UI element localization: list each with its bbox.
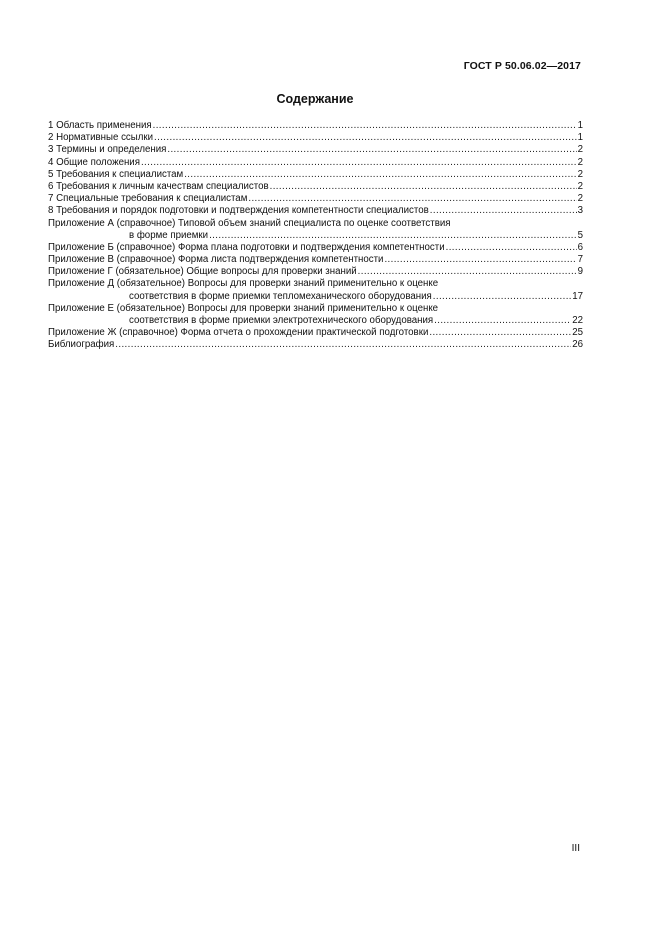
toc-line [48,181,583,193]
toc-line [48,120,583,132]
toc-entry-title: Приложение Ж (справочное) Форма отчета о прохождении практической подготовки [48,327,429,339]
toc-entry-title: соответствия в форме приемки тепломеханического оборудования [129,290,432,302]
toc-page-number: 22 [572,315,583,326]
toc-page-number: 1 [577,132,583,144]
toc-entry-title: Приложение Б (справочное) Форма плана подготовки и подтверждения компетентности [48,241,445,253]
toc-line [48,144,583,156]
toc-page-number: 26 [572,339,583,351]
toc-entry[interactable] [48,144,583,156]
toc-line [48,266,583,278]
toc-page-number: 6 [577,241,583,253]
toc-entry[interactable] [48,303,583,327]
toc-line [48,291,583,303]
toc-line [48,205,583,217]
toc-page-number: 3 [577,205,583,217]
toc-dot-leader [434,315,571,327]
toc-entry-title: 4 Общие положения [48,156,140,168]
toc-line [48,254,583,266]
toc-page-number: 2 [577,168,583,180]
toc-page-number: 2 [577,144,583,156]
toc-dot-leader [433,291,571,303]
toc-dot-leader [209,230,577,242]
toc-line [48,230,583,242]
toc-entry-title: 2 Нормативные ссылки [48,132,154,144]
page-number: III [571,843,580,854]
toc-entry-title: соответствия в форме приемки электротехнического оборудования [129,315,434,326]
toc-entry-title: 7 Специальные требования к специалистам [48,193,248,205]
toc-line [48,242,583,254]
toc-dot-leader [115,339,571,351]
toc-dot-leader [248,193,576,205]
toc-entry[interactable] [48,218,583,242]
toc-entry-title: 6 Требования к личным качествам специалистов [48,180,269,192]
toc-entry-title: 3 Термины и определения [48,144,167,156]
toc-line [48,315,583,327]
toc-page-number: 2 [577,180,583,192]
toc-entry-title: Приложение Г (обязательное) Общие вопросы для проверки знаний [48,266,357,278]
toc-entry[interactable] [48,120,583,132]
toc-page-number: 5 [577,229,583,241]
toc-entry[interactable] [48,169,583,181]
toc-dot-leader [141,157,577,169]
page-title: Содержание [276,92,354,106]
toc-entry-title: Приложение А (справочное) Типовой объем знаний специалиста по оценке соответствия [48,217,451,229]
toc-page-number: 2 [577,156,583,168]
toc-entry-title: 1 Область применения [48,120,152,131]
toc-entry[interactable] [48,242,583,254]
toc-line [48,218,583,230]
toc-entry[interactable] [48,327,583,339]
toc-entry[interactable] [48,339,583,351]
toc-line [48,157,583,169]
toc-dot-leader [430,205,577,217]
toc-page-number: 2 [577,193,583,205]
toc-line [48,339,583,351]
document-code: ГОСТ Р 50.06.02—2017 [463,60,581,72]
toc-page-number: 7 [577,254,583,266]
toc-entry-title: Приложение Д (обязательное) Вопросы для проверки знаний применительно к оценке [48,278,439,290]
toc-dot-leader [167,144,576,156]
toc-dot-leader [429,327,571,339]
toc-entry[interactable] [48,132,583,144]
toc-dot-leader [446,242,577,254]
toc-entry[interactable] [48,205,583,217]
table-of-contents [48,120,583,352]
toc-entry-title: Библиография [48,339,115,351]
toc-page-number: 9 [577,266,583,278]
toc-dot-leader [358,266,577,278]
toc-entry-title: 8 Требования и порядок подготовки и подтверждения компетентности специалистов [48,205,429,217]
toc-entry[interactable] [48,278,583,302]
toc-page-number: 17 [572,290,583,302]
toc-dot-leader [154,132,577,144]
toc-page-number: 1 [577,120,583,131]
toc-entry-title: Приложение В (справочное) Форма листа подтверждения компетентности [48,254,384,266]
toc-line [48,132,583,144]
toc-entry[interactable] [48,181,583,193]
toc-dot-leader [270,181,577,193]
toc-entry-title: Приложение Е (обязательное) Вопросы для проверки знаний применительно к оценке [48,302,439,314]
toc-entry[interactable] [48,157,583,169]
toc-entry[interactable] [48,266,583,278]
toc-line [48,303,583,315]
toc-entry[interactable] [48,254,583,266]
toc-line [48,327,583,339]
toc-entry-title: в форме приемки [129,229,209,241]
toc-line [48,278,583,290]
toc-line [48,169,583,181]
toc-entry-title: 5 Требования к специалистам [48,168,184,180]
toc-line [48,193,583,205]
toc-dot-leader [384,254,576,266]
toc-page-number: 25 [572,327,583,339]
toc-dot-leader [153,120,577,132]
toc-entry[interactable] [48,193,583,205]
toc-dot-leader [184,169,576,181]
